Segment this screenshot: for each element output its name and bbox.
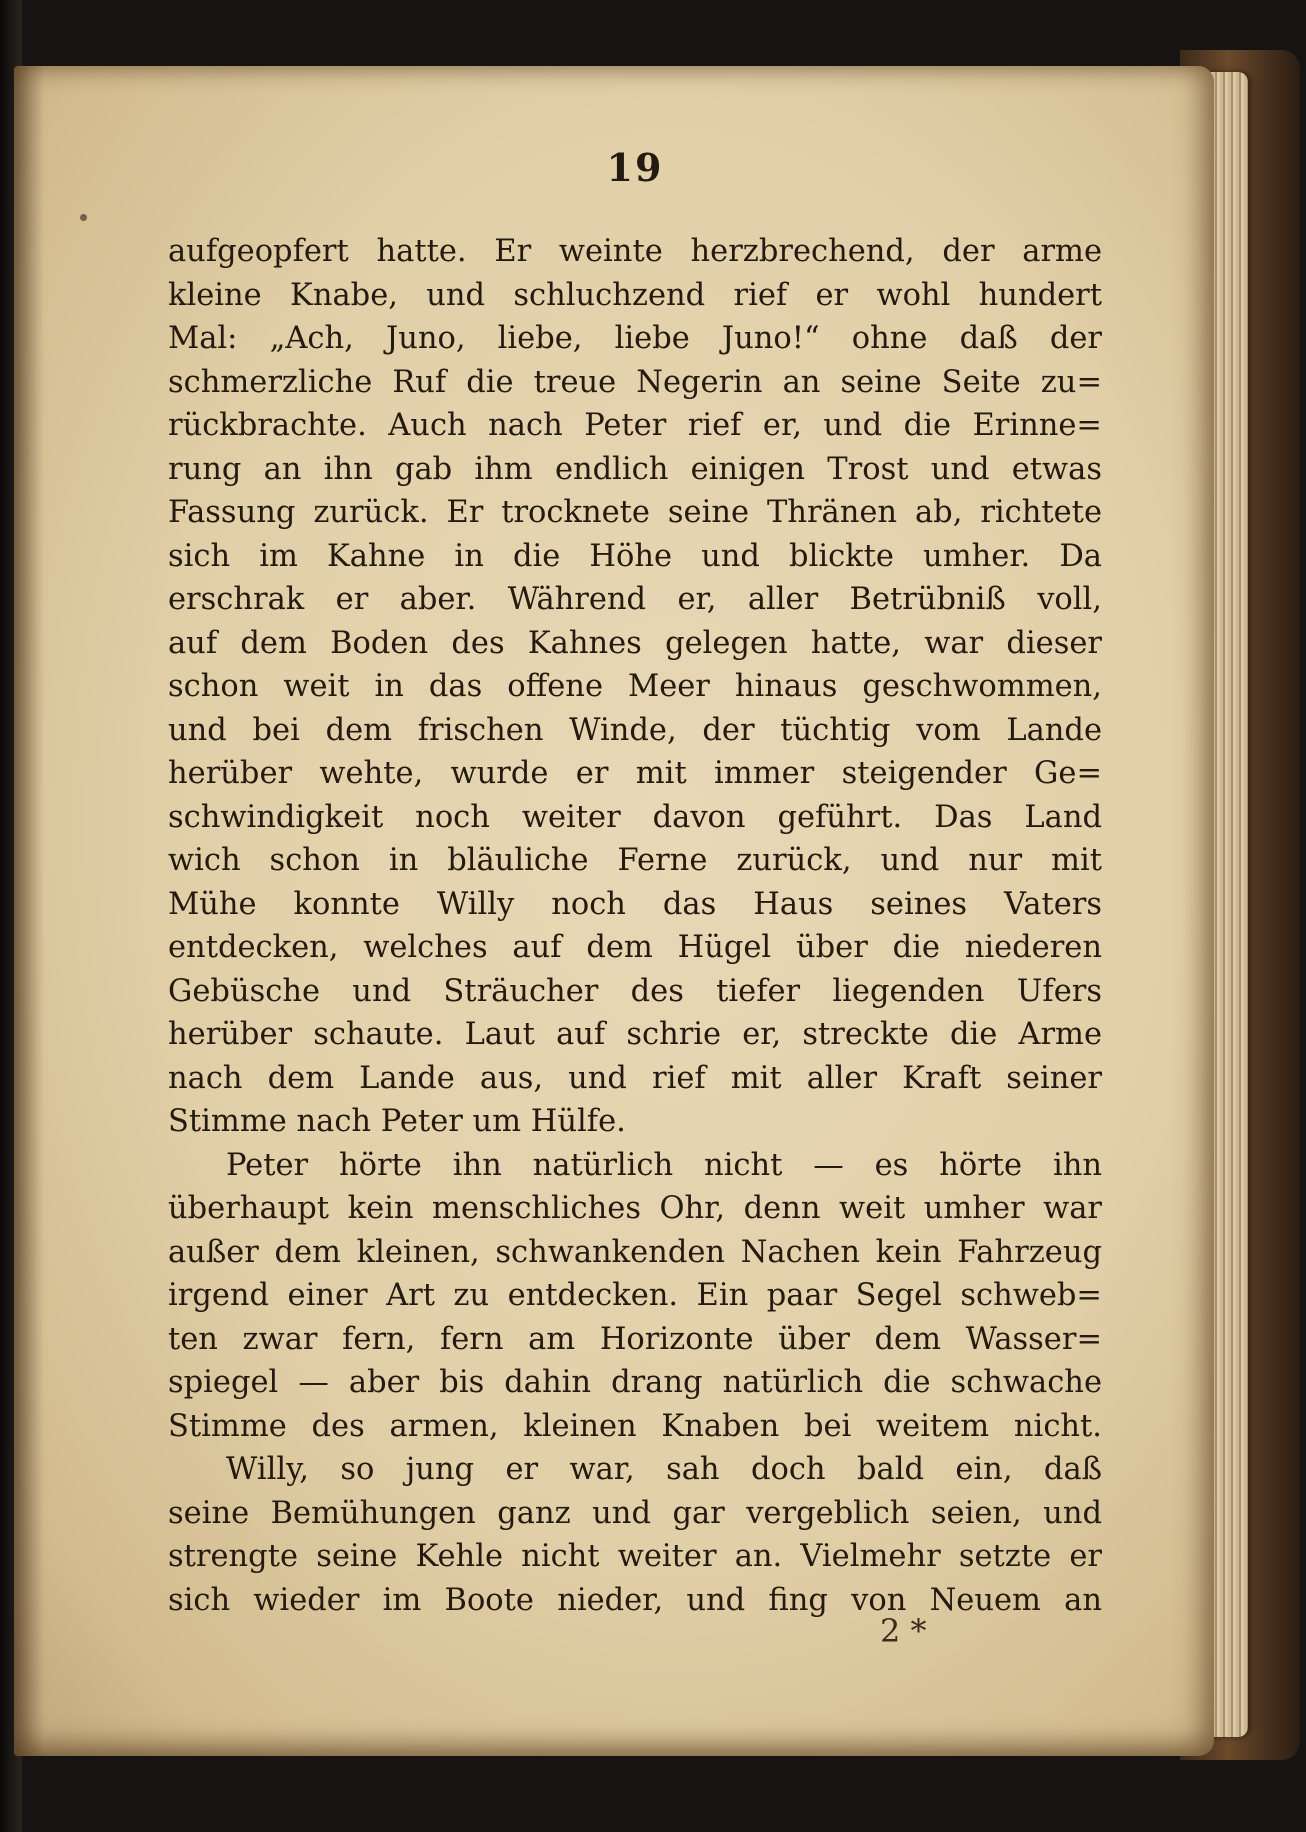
text-line: schwindigkeit noch weiter davon geführt. Das Land [168, 799, 1102, 835]
signature-mark: 2 * [880, 1612, 927, 1650]
paper-spot [80, 214, 87, 221]
text-line: Fassung zurück. Er trocknete seine Thränen ab, richtete [168, 495, 1102, 530]
text-line: Mühe konnte Willy noch das Haus seines Vaters [168, 886, 1102, 922]
gutter-shadow [14, 66, 44, 1756]
text-line: strengte seine Kehle nicht weiter an. Vielmehr setzte er [168, 1539, 1102, 1574]
text-line: schon weit in das offene Meer hinaus geschwommen, [168, 669, 1102, 704]
text-line: entdecken, welches auf dem Hügel über die niederen [168, 930, 1102, 965]
text-line: nach dem Lande aus, und rief mit aller Kraft seiner [168, 1060, 1102, 1096]
text-line: und bei dem frischen Winde, der tüchtig vom Lande [168, 712, 1102, 748]
text-line: Willy, so jung er war, sah doch bald ein, daß [226, 1452, 1102, 1487]
page-number: 19 [606, 145, 664, 190]
text-line: ten zwar fern, fern am Horizonte über dem Wasser= [168, 1321, 1102, 1357]
text-line: rung an ihn gab ihm endlich einigen Trost und etwas [168, 451, 1102, 487]
text-line: erschrak er aber. Während er, aller Betrübniß voll, [168, 582, 1102, 617]
text-line: überhaupt kein menschliches Ohr, denn weit umher war [168, 1191, 1102, 1226]
text-line: wich schon in bläuliche Ferne zurück, und nur mit [168, 843, 1102, 878]
text-line: herüber schaute. Laut auf schrie er, streckte die Arme [168, 1017, 1102, 1052]
text-line: Mal: „Ach, Juno, liebe, liebe Juno!“ ohne daß der [168, 321, 1102, 356]
text-line: irgend einer Art zu entdecken. Ein paar Segel schweb= [168, 1278, 1102, 1313]
text-line: Peter hörte ihn natürlich nicht — es hörte ihn [226, 1147, 1102, 1183]
text-line: rückbrachte. Auch nach Peter rief er, und die Erinne= [168, 408, 1102, 443]
text-line: Gebüsche und Sträucher des tiefer liegenden Ufers [168, 973, 1102, 1009]
page-text [168, 230, 1102, 1622]
text-line: herüber wehte, wurde er mit immer steigender Ge= [168, 756, 1102, 791]
text-line: kleine Knabe, und schluchzend rief er wohl hundert [168, 277, 1102, 313]
text-line: sich im Kahne in die Höhe und blickte umher. Da [168, 538, 1102, 574]
text-line: aufgeopfert hatte. Er weinte herzbrechend, der arme [168, 234, 1102, 269]
text-line: Stimme nach Peter um Hülfe. [168, 1104, 626, 1139]
text-line: außer dem kleinen, schwankenden Nachen kein Fahrzeug [168, 1234, 1102, 1270]
text-line: schmerzliche Ruf die treue Negerin an seine Seite zu= [168, 364, 1102, 400]
text-line: Stimme des armen, kleinen Knaben bei weitem nicht. [168, 1408, 1102, 1444]
text-line: auf dem Boden des Kahnes gelegen hatte, war dieser [168, 625, 1102, 661]
text-line: spiegel — aber bis dahin drang natürlich die schwache [168, 1365, 1102, 1400]
text-line: seine Bemühungen ganz und gar vergeblich seien, und [168, 1495, 1102, 1531]
text-line: sich wieder im Boote nieder, und fing von Neuem an [168, 1582, 1102, 1618]
